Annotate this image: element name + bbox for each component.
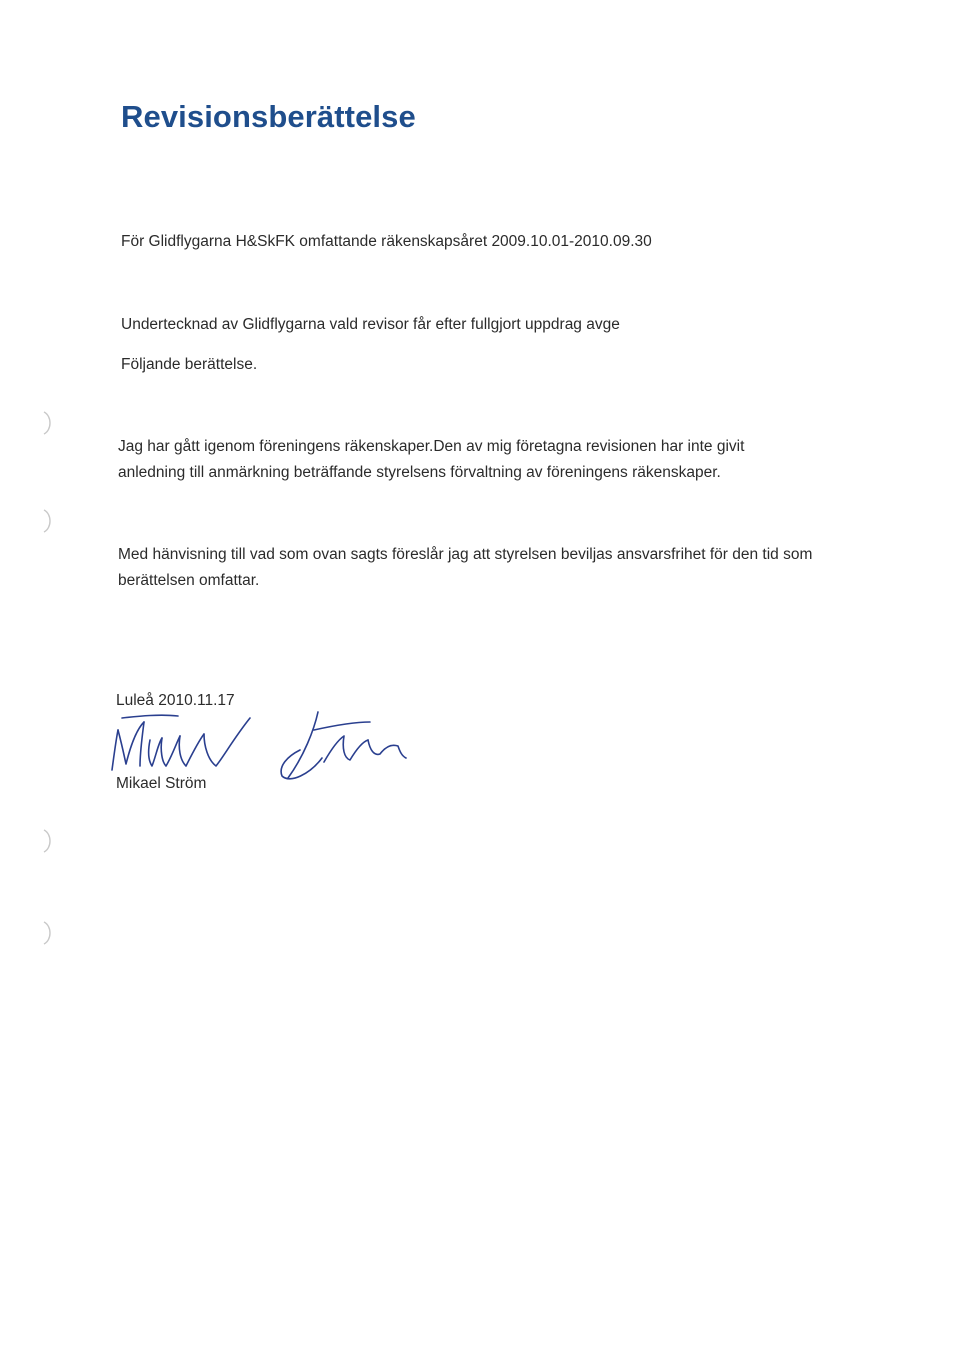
recommendation-line-1: Med hänvisning till vad som ovan sagts föreslår jag att styrelsen beviljas ansvarsfrihet för den tid som bbox=[118, 546, 813, 563]
punch-hole-mark bbox=[36, 506, 58, 536]
punch-hole-mark bbox=[36, 408, 58, 438]
document-title: Revisionsberättelse bbox=[121, 99, 416, 134]
signer-name: Mikael Ström bbox=[116, 775, 207, 792]
punch-hole-mark bbox=[36, 826, 58, 856]
statement-line-2: Följande berättelse. bbox=[121, 356, 258, 373]
place-date: Luleå 2010.11.17 bbox=[116, 692, 235, 709]
intro-line: För Glidflygarna H&SkFK omfattande räkenskapsåret 2009.10.01-2010.09.30 bbox=[121, 233, 652, 250]
punch-hole-mark bbox=[36, 918, 58, 948]
audit-paragraph-line-1: Jag har gått igenom föreningens räkenskaper.Den av mig företagna revisionen har inte givit bbox=[118, 438, 745, 455]
statement-line-1: Undertecknad av Glidflygarna vald revisor får efter fullgjort uppdrag avge bbox=[121, 316, 620, 333]
recommendation-line-2: berättelsen omfattar. bbox=[118, 572, 260, 589]
audit-paragraph-line-2: anledning till anmärkning beträffande styrelsens förvaltning av föreningens räkenskaper. bbox=[118, 464, 721, 481]
